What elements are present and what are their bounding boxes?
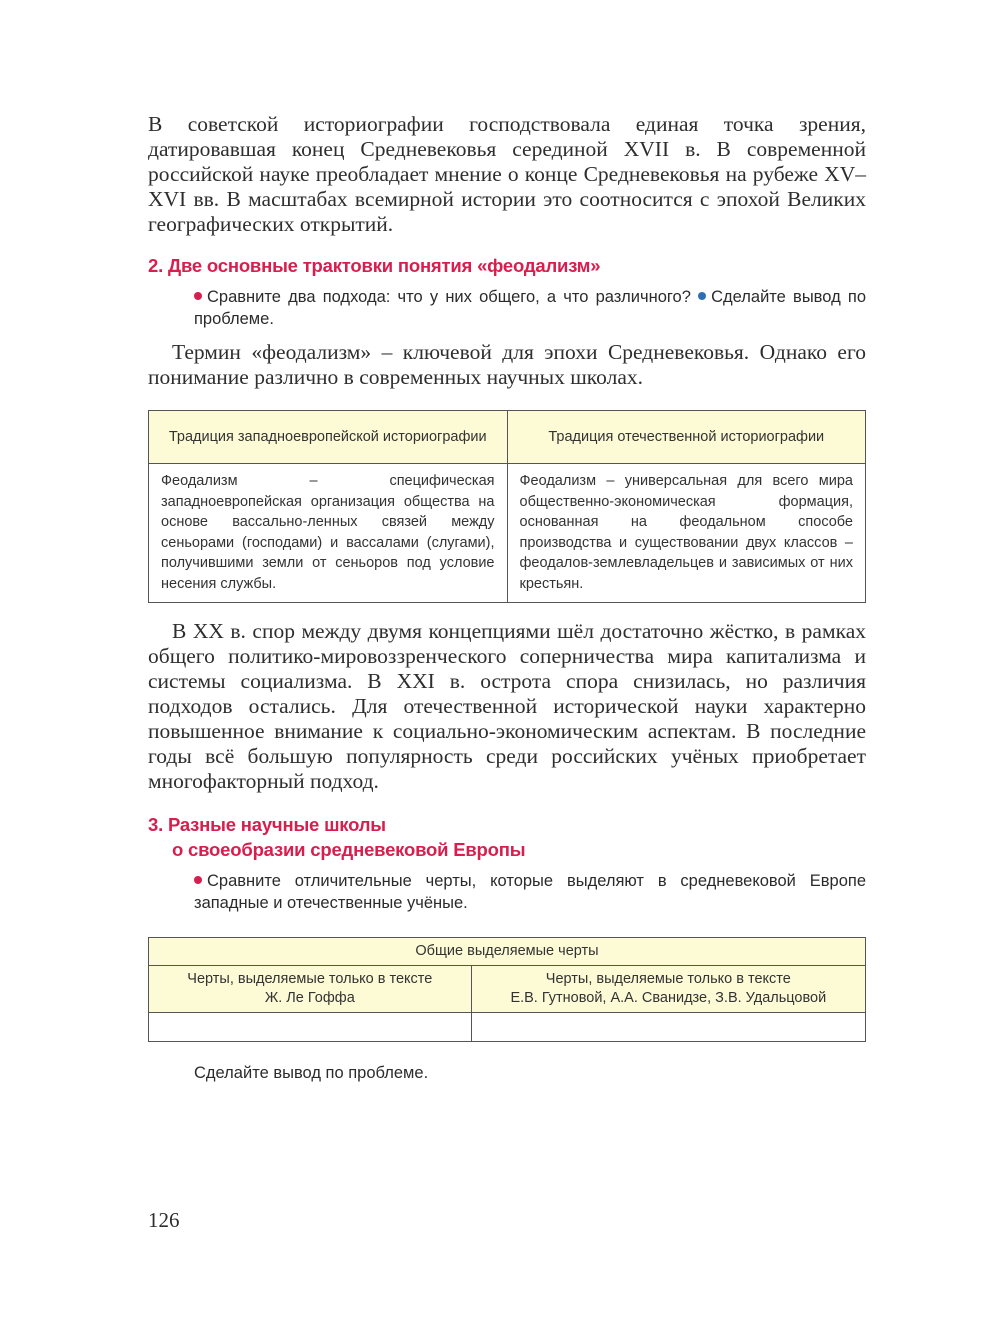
table-cell-empty bbox=[149, 1012, 472, 1041]
table-top-header-row bbox=[149, 937, 866, 965]
features-comparison-table bbox=[148, 937, 866, 1042]
section-2-heading: 2. Две основные трактовки понятия «феодализм» bbox=[148, 255, 601, 276]
feudalism-comparison-table bbox=[148, 410, 866, 603]
bullet-blue-icon bbox=[698, 292, 706, 300]
header-line: Черты, выделяемые только в тексте bbox=[545, 970, 791, 987]
table-header-row bbox=[149, 965, 866, 1012]
conclusion-task: Сделайте вывод по проблеме. bbox=[194, 1063, 429, 1082]
table-header-common: Общие выделяемые черты bbox=[149, 937, 866, 965]
table-header-le-goff bbox=[149, 965, 472, 1012]
section-3-heading bbox=[148, 812, 866, 862]
table-cell-empty bbox=[471, 1012, 865, 1041]
header-line: Черты, выделяемые только в тексте bbox=[187, 970, 433, 987]
section-2-task bbox=[194, 286, 866, 330]
task-text: Сравните отличительные черты, которые выделяют в средневековой Европе западные и отечественные учёные. bbox=[194, 871, 866, 912]
bullet-red-icon bbox=[194, 876, 202, 884]
table-cell-western: Феодализм – специфическая западноевропейская организация общества на основе вассально-ленных связей между сеньорами (господами) и вассалами (слугами), получившими земли от сеньоров под условие несения службы. bbox=[149, 464, 508, 603]
section-3-heading-line1: 3. Разные научные школы bbox=[148, 813, 386, 835]
table-row bbox=[149, 464, 866, 603]
header-line: Е.В. Гутновой, А.А. Сванидзе, З.В. Удальцовой bbox=[510, 989, 827, 1006]
table-header-row bbox=[149, 411, 866, 464]
table-header-western: Традиция западноевропейской историографии bbox=[149, 411, 508, 464]
table-cell-domestic: Феодализм – универсальная для всего мира общественно-экономическая формация, основанная на феодальном способе производства и существовании двух классов – феодалов-землевладельцев и зависимых от них крестьян. bbox=[507, 464, 866, 603]
task-text-1: Сравните два подхода: что у них общего, а что различного? bbox=[207, 288, 691, 306]
section-3-heading-line2: о своеобразии средневековой Европы bbox=[172, 838, 526, 860]
bullet-red-icon bbox=[194, 292, 202, 300]
table-header-domestic: Традиция отечественной историографии bbox=[507, 411, 866, 464]
table-row bbox=[149, 1012, 866, 1041]
page-number: 126 bbox=[148, 1208, 180, 1232]
feudalism-term-paragraph: Термин «феодализм» – ключевой для эпохи Средневековья. Однако его понимание различно в современных научных школах. bbox=[148, 340, 866, 389]
dispute-paragraph: В XX в. спор между двумя концепциями шёл достаточно жёстко, в рамках общего политико-мировоззренческого соперничества мира капитализма и системы социализма. В XXI в. острота спора снизилась, но различия подходов остались. Для отечественной исторической науки характерно повышенное внимание к социально-экономическим аспектам. В последние годы всё большую популярность среди российских учёных приобретает многофакторный подход. bbox=[148, 618, 866, 793]
section-3-task bbox=[194, 870, 866, 914]
header-line: Ж. Ле Гоффа bbox=[264, 989, 355, 1006]
task-text-2: Сделайте вывод по проблеме. bbox=[194, 288, 867, 328]
page-content bbox=[148, 112, 866, 1084]
intro-paragraph: В советской историографии господствовала единая точка зрения, датировавшая конец Средневековья серединой XVII в. В современной российской науке преобладает мнение о конце Средневековья на рубеже XV–XVI вв. В масштабах всемирной истории это соотносится с эпохой Великих географических открытий. bbox=[148, 112, 866, 236]
table-header-russian-authors bbox=[471, 965, 865, 1012]
